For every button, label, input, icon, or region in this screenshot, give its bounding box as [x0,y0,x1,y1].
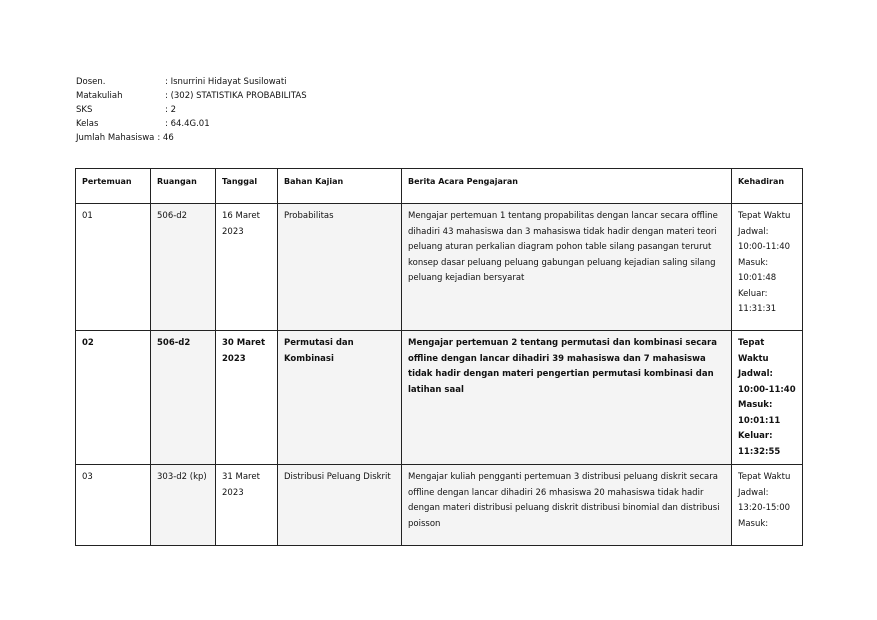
kehadiran-masuk-value: 10:01:11 [738,415,781,426]
kelas-label: Kelas [76,119,99,129]
cell-ruangan: 506-d2 [151,331,216,465]
cell-kehadiran [732,465,803,546]
kehadiran-jadwal-value: 13:20-15:00 [738,503,791,513]
sks-value: : 2 [165,105,176,115]
cell-kehadiran [732,204,803,331]
column-header-tanggal: Tanggal [216,169,278,204]
course-info [76,75,307,145]
cell-ruangan: 303-d2 (kp) [151,465,216,546]
kehadiran-jadwal-value: 10:00-11:40 [738,384,796,395]
kehadiran-keluar-value: 11:32:55 [738,446,781,457]
cell-bahan-kajian: Probabilitas [278,204,402,331]
kehadiran-keluar-label: Keluar: [738,288,768,299]
kehadiran-masuk-value: 10:01:48 [738,273,777,283]
table-row [76,204,803,331]
cell-tanggal: 31 Maret 2023 [216,465,278,546]
cell-tanggal: 30 Maret 2023 [216,331,278,465]
cell-kehadiran [732,331,803,465]
dosen-label: Dosen. [76,77,106,87]
kehadiran-jadwal-label: Jadwal: [738,226,769,237]
cell-berita-acara: Mengajar kuliah pengganti pertemuan 3 distribusi peluang diskrit secara offline dengan lancar dihadiri 26 mhasiswa 20 mahasiswa tidak hadir dengan materi distribusi peluang diskrit distribusi binomial dan distribusi poisson [402,465,732,546]
sks-row [76,103,307,117]
table-row [76,465,803,546]
cell-berita-acara: Mengajar pertemuan 1 tentang propabilitas dengan lancar secara offline dihadiri 43 mahasiswa dan 3 mahasiswa tidak hadir dengan materi teori peluang aturan perkalian diagram pohon table silang pasangan terurut konsep dasar peluang peluang gabungan peluang kejadian saling silang peluang kejadian bersyarat [402,204,732,331]
kelas-row [76,117,307,131]
matakuliah-row [76,89,307,103]
matakuliah-value: : (302) STATISTIKA PROBABILITAS [165,91,307,101]
kehadiran-status: Tepat Waktu [738,338,769,364]
kehadiran-keluar-label: Keluar: [738,431,773,441]
cell-bahan-kajian: Distribusi Peluang Diskrit [278,465,402,546]
column-header-berita-acara: Berita Acara Pengajaran [402,169,732,204]
matakuliah-label: Matakuliah [76,91,123,101]
kehadiran-masuk-label: Masuk: [738,257,769,268]
cell-pertemuan: 02 [76,331,151,465]
kehadiran-jadwal-label: Jadwal: [738,369,773,379]
dosen-value: : Isnurrini Hidayat Susilowati [165,77,287,87]
column-header-bahan-kajian: Bahan Kajian [278,169,402,204]
column-header-ruangan: Ruangan [151,169,216,204]
cell-bahan-kajian: Permutasi dan Kombinasi [278,331,402,465]
kehadiran-status: Tepat Waktu [738,472,791,482]
cell-ruangan: 506-d2 [151,204,216,331]
sks-label: SKS [76,105,93,115]
jumlah-label: Jumlah Mahasiswa [76,133,155,143]
jumlah-value: : 46 [157,133,174,143]
column-header-pertemuan: Pertemuan [76,169,151,204]
cell-tanggal: 16 Maret 2023 [216,204,278,331]
cell-berita-acara: Mengajar pertemuan 2 tentang permutasi dan kombinasi secara offline dengan lancar dihadiri 39 mahasiswa dan 7 mahasiswa tidak hadir dengan materi pengertian permutasi kombinasi dan latihan saal [402,331,732,465]
kehadiran-masuk-label: Masuk: [738,400,773,410]
table-header-row [76,169,803,204]
kehadiran-keluar-value: 11:31:31 [738,304,777,314]
dosen-row [76,75,307,89]
kelas-value: : 64.4G.01 [165,119,210,129]
cell-pertemuan: 03 [76,465,151,546]
table-row [76,331,803,465]
jumlah-row [76,131,307,145]
kehadiran-jadwal-label: Jadwal: [738,487,769,498]
attendance-table [75,168,803,546]
kehadiran-masuk-label: Masuk: [738,518,769,529]
kehadiran-jadwal-value: 10:00-11:40 [738,242,791,252]
column-header-kehadiran: Kehadiran [732,169,803,204]
kehadiran-status: Tepat Waktu [738,211,791,221]
cell-pertemuan: 01 [76,204,151,331]
